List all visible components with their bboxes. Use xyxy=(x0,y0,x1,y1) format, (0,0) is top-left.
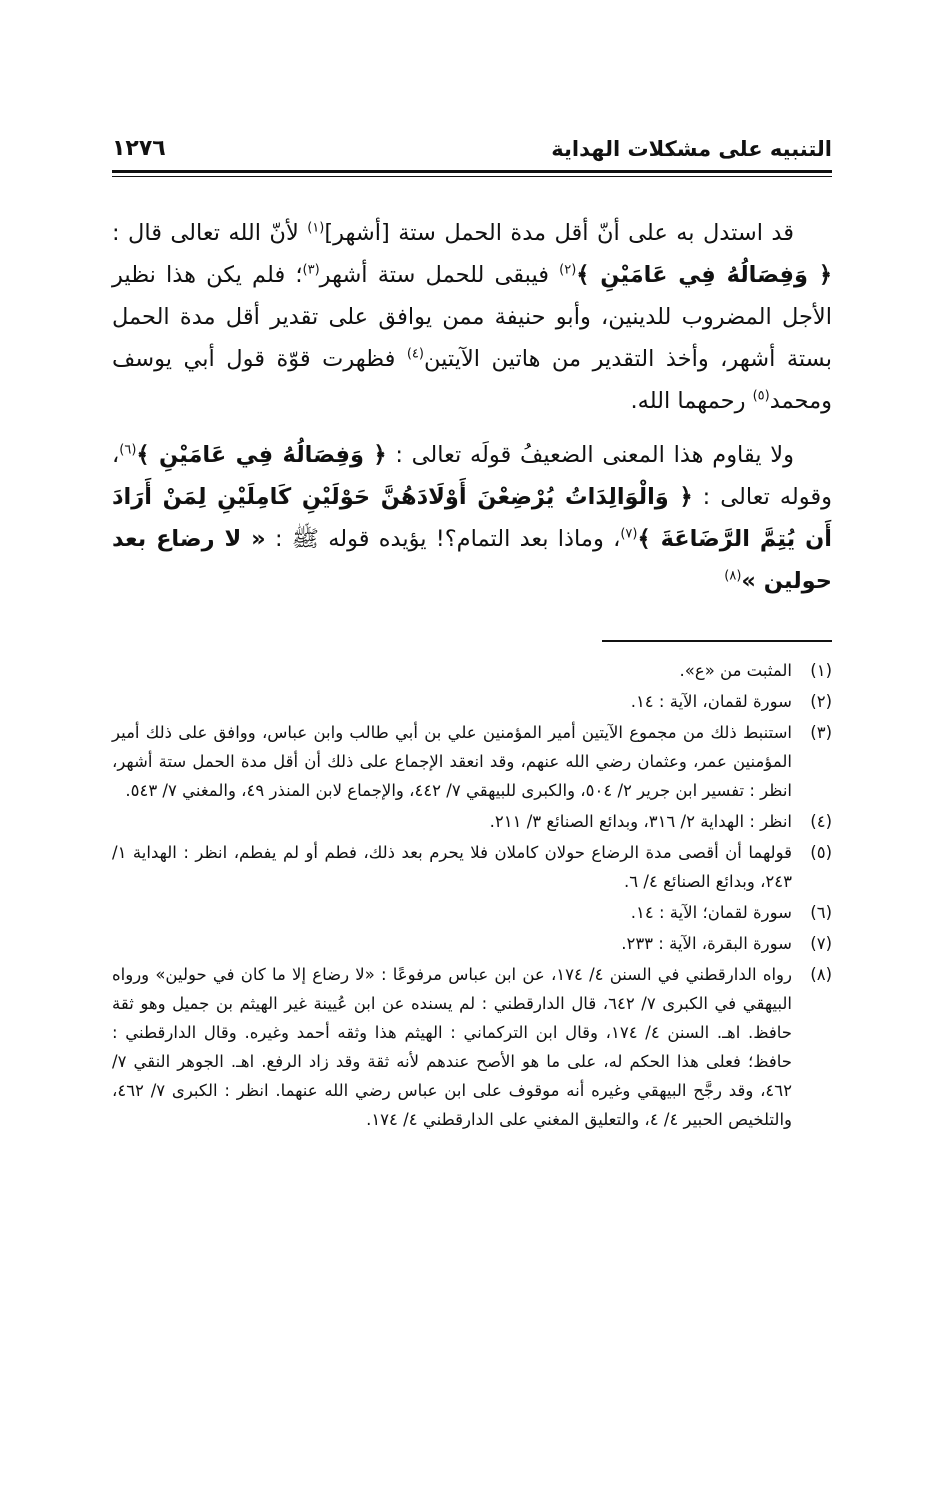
p2-text-2: ، وقوله تعالى : xyxy=(112,442,832,510)
footnote-number: (٧) xyxy=(810,934,832,953)
footnote-number: (٣) xyxy=(810,723,832,742)
footnote-ref-5[interactable]: (٥) xyxy=(752,388,770,404)
footnote-ref-7[interactable]: (٧) xyxy=(620,526,638,542)
p1-text-4: ؛ فلم يكن هذا نظير الأجل المضروب للدينين، وأبو حنيفة ممن يوافق على تقدير أقل مدة الحمل بستة أشهر، وأخذ التقدير من هاتين الآيتين xyxy=(112,262,833,372)
footnote-item xyxy=(112,960,832,1134)
footnote-number: (٤) xyxy=(810,812,832,831)
footnote-text: المثبت من «ع». xyxy=(679,661,792,680)
footnote-ref-2[interactable]: (٢) xyxy=(559,262,577,278)
footnote-text: انظر : الهداية ٢/ ٣١٦، وبدائع الصنائع ٣/ ٢١١. xyxy=(489,812,792,831)
footnote-number: (٨) xyxy=(810,965,832,984)
p1-quran-verse: ﴿ وَفِصَالُهُ فِي عَامَيْنِ ﴾ xyxy=(576,262,833,288)
footnote-item xyxy=(112,838,832,896)
footnote-item xyxy=(112,929,832,958)
p2-text-1: ولا يقاوم هذا المعنى الضعيفُ قولَه تعالى : xyxy=(386,442,794,468)
main-text xyxy=(112,212,832,602)
header-title: التنبيه على مشكلات الهداية xyxy=(551,137,832,161)
footnote-ref-6[interactable]: (٦) xyxy=(119,442,137,458)
footnote-text: سورة البقرة، الآية : ٢٣٣. xyxy=(621,934,792,953)
footnote-ref-1[interactable]: (١) xyxy=(307,220,325,236)
footnote-number: (٥) xyxy=(810,843,832,862)
footnote-number: (١) xyxy=(810,661,832,680)
footnote-ref-3[interactable]: (٣) xyxy=(302,262,320,278)
footnote-item xyxy=(112,807,832,836)
p1-text-5: فظهرت قوّة قول أبي يوسف ومحمد xyxy=(112,346,832,414)
p1-text-6: رحمهما الله. xyxy=(630,388,753,414)
footnote-text: رواه الدارقطني في السنن ٤/ ١٧٤، عن ابن عباس مرفوعًا : «لا رضاع إلا ما كان في حولين» ورواه البيهقي في الكبرى ٧/ ٦٤٢، قال الدارقطني : لم يسنده عن ابن عُيينة غير الهيثم بن جميل وهو ثقة حافظ. اهـ. السنن ٤/ ١٧٤، وقال ابن التركماني : الهيثم هذا وثقه أحمد وغيره. وقال الدارقطني : حافظ؛ فعلى هذا الحكم له، على ما هو الأصح عندهم لأنه ثقة وقد زاد الرفع. اهـ. الجوهر النقي ٧/ ٤٦٢، وقد رجَّح البيهقي وغيره أنه موقوف على ابن عباس رضي الله عنهما. انظر : الكبرى ٧/ ٤٦٢، والتلخيص الحبير ٤/ ٤، والتعليق المغني على الدارقطني ٤/ ١٧٤. xyxy=(112,965,793,1129)
footnote-item xyxy=(112,718,832,805)
p2-quran-verse-1: ﴿ وَفِصَالُهُ فِي عَامَيْنِ ﴾ xyxy=(136,442,387,468)
paragraph-1 xyxy=(112,212,832,422)
p1-text-2: لأنّ الله تعالى قال : xyxy=(112,220,308,246)
footnote-text: سورة لقمان، الآية : ١٤. xyxy=(630,692,792,711)
p1-text-3: فيبقى للحمل ستة أشهر xyxy=(319,262,560,288)
p2-quran-verse-2: ﴿ وَالْوَالِدَاتُ يُرْضِعْنَ أَوْلَادَهُنَّ حَوْلَيْنِ كَامِلَيْنِ لِمَنْ أَرَادَ أَن يُتِمَّ الرَّضَاعَةَ ﴾ xyxy=(112,484,832,552)
footnote-item xyxy=(112,687,832,716)
p2-text-3: ، وماذا بعد التمام؟! يؤيده قوله ﷺ : xyxy=(265,526,621,552)
footnote-text: استنبط ذلك من مجموع الآيتين أمير المؤمنين علي بن أبي طالب وابن عباس، ووافق على ذلك أمير المؤمنين عمر، وعثمان رضي الله عنهم، وقد انعقد الإجماع على ذلك أن أقل مدة الحمل ستة أشهر، انظر : تفسير ابن جرير ٢/ ٥٠٤، والكبرى للبيهقي ٧/ ٤٤٢، والإجماع لابن المنذر ٤٩، والمغني ٧/ ٥٤٣. xyxy=(112,723,792,800)
footnote-number: (٢) xyxy=(810,692,832,711)
page-number: ١٢٧٦ xyxy=(112,136,166,161)
footnotes xyxy=(112,656,832,1136)
footnote-ref-8[interactable]: (٨) xyxy=(724,568,742,584)
header-rule-thick xyxy=(112,170,832,173)
paragraph-2 xyxy=(112,434,832,602)
footnote-item xyxy=(112,656,832,685)
footnote-separator xyxy=(602,640,832,642)
p1-text-1: قد استدل به على أنّ أقل مدة الحمل ستة [أشهر] xyxy=(324,220,794,246)
footnote-text: سورة لقمان؛ الآية : ١٤. xyxy=(630,903,792,922)
header-rule-thin xyxy=(112,176,832,177)
footnote-item xyxy=(112,898,832,927)
p2-hadith-quote: « لا رضاع بعد حولين » xyxy=(112,526,832,594)
footnote-number: (٦) xyxy=(810,903,832,922)
footnote-text: قولهما أن أقصى مدة الرضاع حولان كاملان فلا يحرم بعد ذلك، فطم أو لم يفطم، انظر : الهداية ١/ ٢٤٣، وبدائع الصنائع ٤/ ٦. xyxy=(112,843,792,891)
footnote-ref-4[interactable]: (٤) xyxy=(406,346,424,362)
running-header xyxy=(112,134,832,168)
